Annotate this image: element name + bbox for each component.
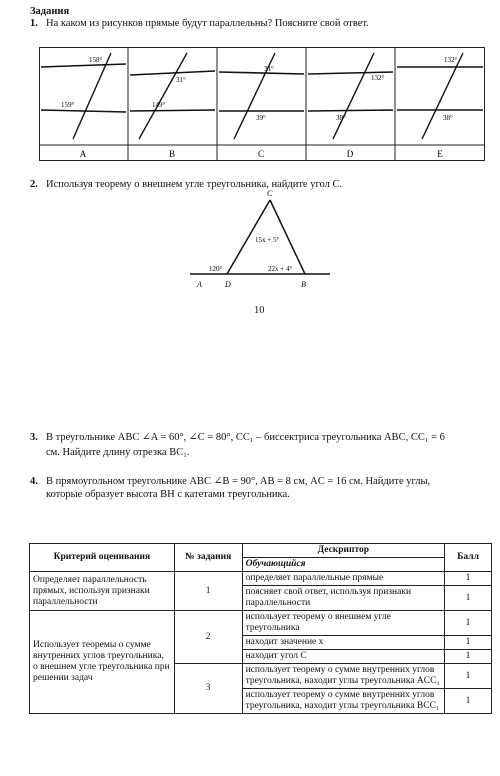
angle-label-bottom: 38° xyxy=(443,114,453,122)
panel-label-d: D xyxy=(346,149,354,159)
vertex-b-label: B xyxy=(301,280,306,289)
angle-label-top: 31° xyxy=(264,65,274,73)
score-cell: 1 xyxy=(445,586,492,611)
descriptor-cell: находит угол C xyxy=(242,650,444,664)
vertex-a-label: A xyxy=(197,280,202,289)
header-descriptor: Дескриптор xyxy=(242,544,444,558)
panel-a xyxy=(41,53,126,139)
task2-text: Используя теорему о внешнем угле треугольника, найдите угол C. xyxy=(46,179,343,190)
angle-label-bottom: 39° xyxy=(256,114,266,122)
descriptor-cell: определяет параллельные прямые xyxy=(242,572,444,586)
score-cell: 1 xyxy=(445,611,492,636)
score-cell: 1 xyxy=(445,650,492,664)
score-cell: 1 xyxy=(445,572,492,586)
exterior-angle-label: 120° xyxy=(209,265,223,273)
criterion-cell: Использует теоремы о сумме внутренних углов треугольника, о внешнем угле треугольника при решении задач xyxy=(30,611,175,714)
header-task-no: № задания xyxy=(174,544,242,572)
transversal xyxy=(333,53,374,139)
right-angle-label: 22x + 4° xyxy=(268,265,293,273)
page-number: 10 xyxy=(254,305,265,316)
line-bottom xyxy=(130,110,215,111)
panel-label-e: E xyxy=(437,149,443,159)
task-number-cell: 1 xyxy=(174,572,242,611)
line-top xyxy=(41,64,126,67)
task3-line2: см. Найдите длину отрезка BC₁. xyxy=(46,447,190,458)
panel-label-c: C xyxy=(257,149,265,159)
angle-label-top: 132° xyxy=(444,56,458,64)
descriptor-cell: использует теорему о внешнем угле треугольника xyxy=(242,611,444,636)
line-bottom xyxy=(41,110,126,112)
top-angle-label: 15x + 5° xyxy=(255,236,280,244)
section-title: Задания xyxy=(30,6,70,17)
panel-c xyxy=(219,53,304,139)
task-number-cell: 2 xyxy=(174,611,242,664)
table-header-row xyxy=(30,544,492,558)
vertex-c-label: C xyxy=(267,189,273,198)
task-number-cell: 3 xyxy=(174,664,242,714)
descriptor-cell: использует теорему о сумме внутренних углов треугольника, находит углы треугольника ACC₁ xyxy=(242,664,444,689)
task2-number: 2. xyxy=(30,179,38,190)
angle-label-bottom: 38° xyxy=(336,114,346,122)
descriptor-cell: поясняет свой ответ, используя признаки параллельности xyxy=(242,586,444,611)
line-top xyxy=(130,71,215,75)
line-top xyxy=(219,72,304,74)
angle-label-top: 158° xyxy=(89,56,103,64)
score-cell: 1 xyxy=(445,664,492,689)
task3-line1: В треугольнике ABC ∠A = 60°, ∠C = 80°, CC₁ – биссектриса треугольника ABC, CC₁ = 6 xyxy=(46,432,445,443)
vertex-d-label: D xyxy=(225,280,231,289)
score-cell: 1 xyxy=(445,689,492,714)
panel-label-b: B xyxy=(168,149,176,159)
task4-line2: которые образует высота BH с катетами треугольника. xyxy=(46,489,290,500)
header-score: Балл xyxy=(445,544,492,572)
line-bottom xyxy=(308,110,393,111)
task4-number: 4. xyxy=(30,476,38,487)
task1-number: 1. xyxy=(30,18,38,29)
angle-label-top: 31° xyxy=(176,76,186,84)
criterion-cell: Определяет параллельность прямых, используя признаки параллельности xyxy=(30,572,175,611)
descriptor-cell: находит значение x xyxy=(242,636,444,650)
angle-label-bottom: 149° xyxy=(152,101,166,109)
transversal xyxy=(422,53,463,139)
table-row xyxy=(30,572,492,586)
descriptor-cell: использует теорему о сумме внутренних углов треугольника, находит углы треугольника BCC₁ xyxy=(242,689,444,714)
transversal xyxy=(139,53,187,139)
panel-d xyxy=(308,53,393,139)
angle-label-bottom: 159° xyxy=(61,101,75,109)
criteria-table xyxy=(29,543,492,714)
panel-e xyxy=(397,53,483,139)
header-criterion: Критерий оценивания xyxy=(30,544,175,572)
panel-label-a: A xyxy=(79,149,87,159)
parallel-lines-figures xyxy=(39,47,485,161)
angle-label-top: 132° xyxy=(371,74,385,82)
header-learner: Обучающийся xyxy=(242,558,444,572)
panel-b xyxy=(130,53,215,139)
task4-line1: В прямоугольном треугольнике ABC ∠B = 90°, AB = 8 см, AC = 16 см. Найдите углы, xyxy=(46,476,431,487)
table-row xyxy=(30,611,492,636)
task1-text: На каком из рисунков прямые будут параллельны? Поясните свой ответ. xyxy=(46,18,369,29)
task3-number: 3. xyxy=(30,432,38,443)
triangle-figure xyxy=(180,186,340,294)
score-cell: 1 xyxy=(445,636,492,650)
